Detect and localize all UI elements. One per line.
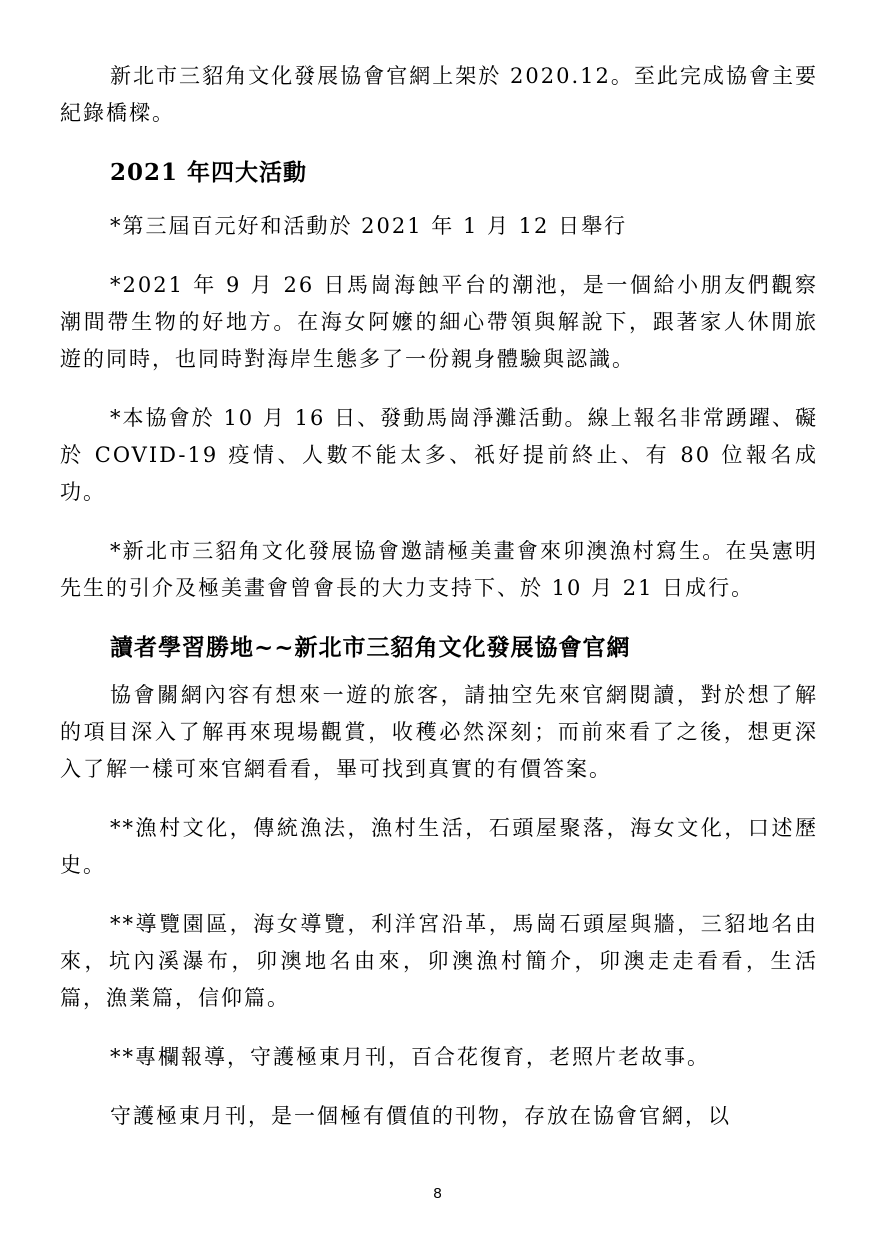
section-heading-reader-learning: 讀者學習勝地~~新北市三貂角文化發展協會官網	[110, 634, 631, 661]
page-number: 8	[433, 1185, 442, 1202]
website-paragraph: **導覽園區，海女導覽，利洋宮沿革，馬崗石頭屋與牆，三貂地名由來，坑內溪瀑布，卯澳地名由來，卯澳漁村簡介，卯澳走走看看，生活篇，漁業篇，信仰篇。	[60, 912, 818, 1010]
activity-paragraph: *2021 年 9 月 26 日馬崗海蝕平台的潮池，是一個給小朋友們觀察潮間帶生物的好地方。在海女阿嬤的細心帶領與解說下，跟著家人休閒旅遊的同時，也同時對海岸生態多了一份親身體驗與認識。	[60, 273, 818, 371]
activity-paragraph: *本協會於 10 月 16 日、發動馬崗淨灘活動。線上報名非常踴躍、礙於 COVID-19 疫情、人數不能太多、祇好提前終止、有 80 位報名成功。	[60, 406, 818, 504]
website-paragraph: 守護極東月刊，是一個極有價值的刊物，存放在協會官網，以	[110, 1104, 731, 1128]
intro-paragraph: 新北市三貂角文化發展協會官網上架於 2020.12。至此完成協會主要紀錄橋樑。	[60, 64, 818, 125]
section-heading-2021-activities: 2021 年四大活動	[110, 159, 308, 186]
website-paragraph: **漁村文化，傳統漁法，漁村生活，石頭屋聚落，海女文化，口述歷史。	[60, 816, 818, 877]
website-paragraph: 協會關網內容有想來一遊的旅客，請抽空先來官網閱讀，對於想了解的項目深入了解再來現場觀賞，收穫必然深刻；而前來看了之後，想更深入了解一樣可來官網看看，畢可找到真實的有價答案。	[60, 683, 818, 781]
document-page	[60, 58, 818, 1157]
activity-paragraph: *新北市三貂角文化發展協會邀請極美畫會來卯澳漁村寫生。在吳憲明先生的引介及極美畫會曾會長的大力支持下、於 10 月 21 日成行。	[60, 539, 818, 600]
website-paragraph: **專欄報導，守護極東月刊，百合花復育，老照片老故事。	[110, 1045, 710, 1069]
activity-paragraph: *第三屆百元好和活動於 2021 年 1 月 12 日舉行	[110, 214, 628, 238]
